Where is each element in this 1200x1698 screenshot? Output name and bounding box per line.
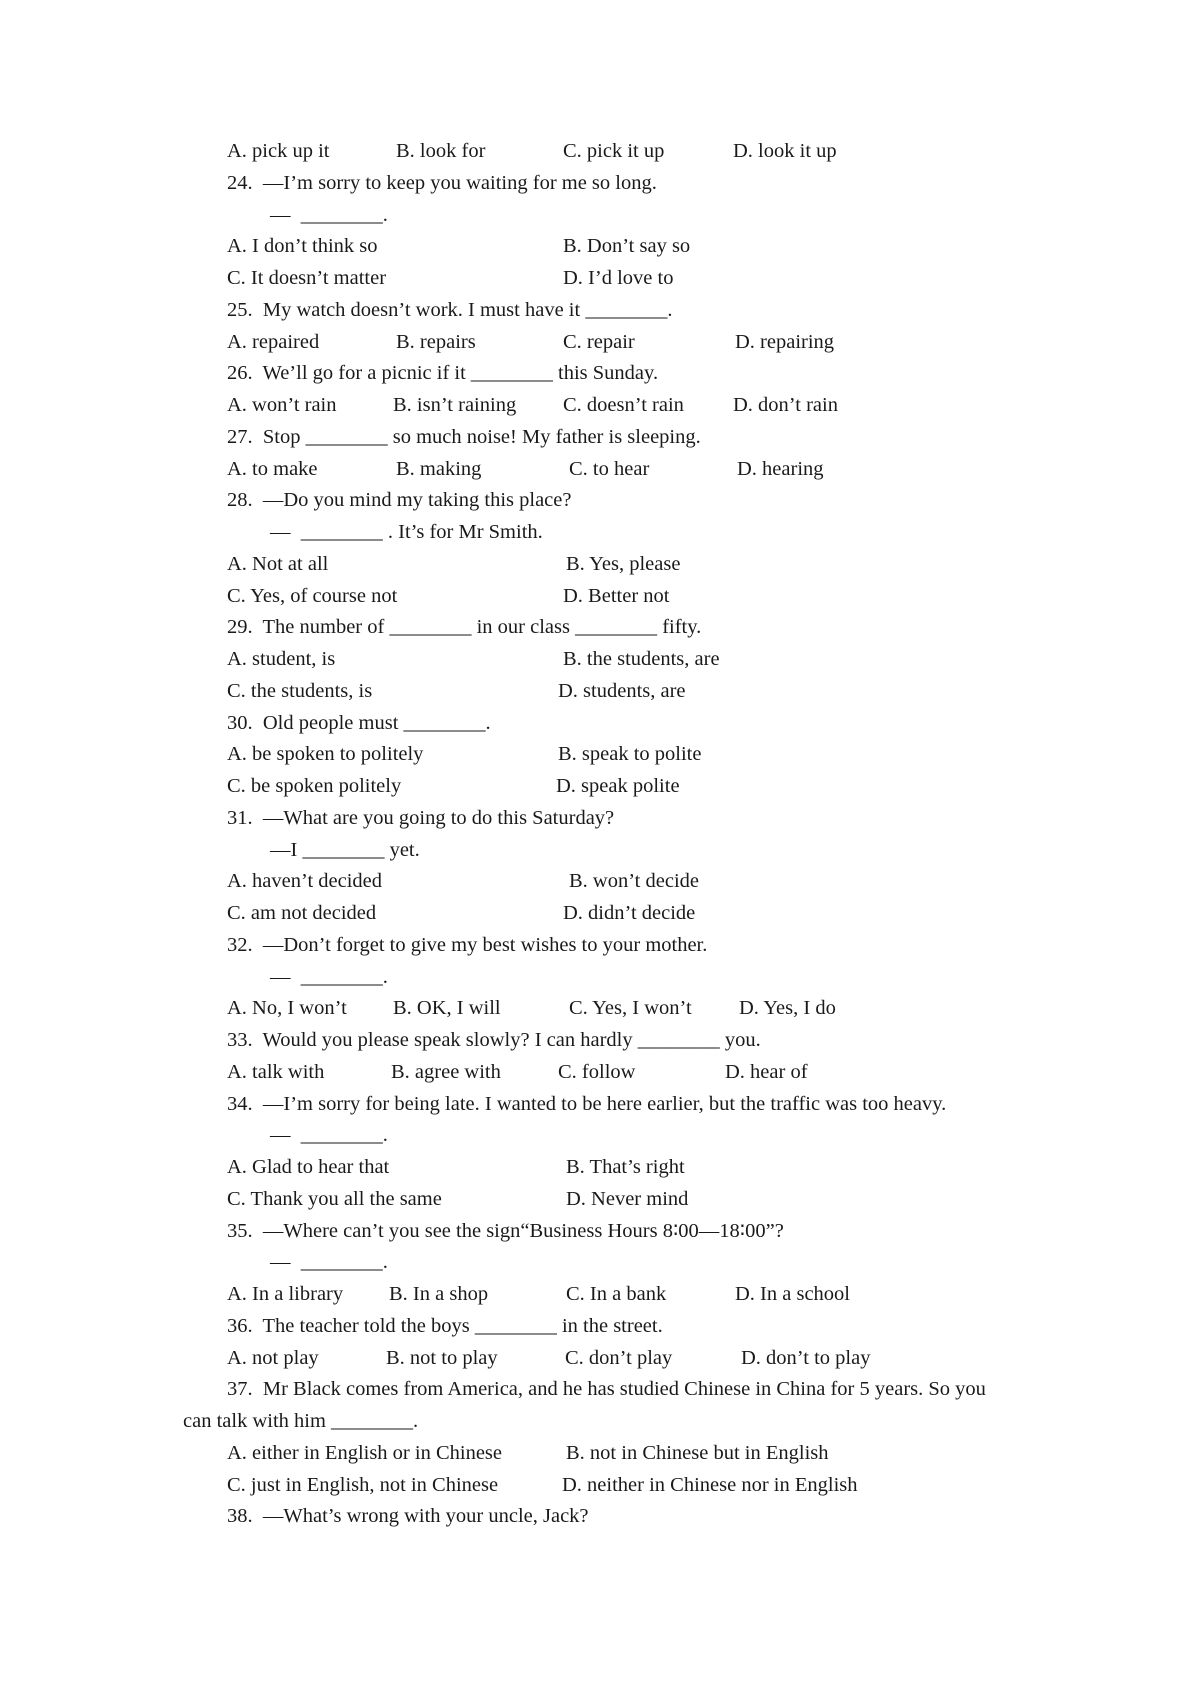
- option-text: A. haven’t decided: [227, 870, 383, 893]
- option-text: C. Thank you all the same: [227, 1187, 442, 1210]
- question-line: [0, 803, 1200, 833]
- option-text: C. the students, is: [227, 679, 373, 702]
- question-line: [0, 1216, 1200, 1246]
- question-line: [0, 485, 1200, 515]
- option-text: D. speak polite: [556, 775, 680, 797]
- option-text: A. won’t rain: [227, 394, 337, 416]
- option-text: D. didn’t decide: [563, 902, 696, 924]
- line-text: can talk with him ________.: [183, 1410, 419, 1432]
- line-text: 31. —What are you going to do this Saturday?: [227, 806, 615, 829]
- option-row: [0, 390, 1200, 420]
- option-text: A. I don’t think so: [227, 235, 378, 258]
- option-text: B. look for: [396, 140, 486, 162]
- answer-line: [0, 835, 1200, 865]
- option-row: [0, 1152, 1200, 1182]
- line-text: —I ________ yet.: [270, 838, 420, 861]
- line-text: 30. Old people must ________.: [227, 711, 491, 734]
- line-text: 24. —I’m sorry to keep you waiting for me so long.: [227, 171, 657, 194]
- option-text: D. repairing: [735, 330, 835, 353]
- option-text: B. Don’t say so: [563, 235, 691, 258]
- continuation-line: [0, 1406, 1200, 1436]
- question-line: [0, 295, 1200, 325]
- option-text: A. Not at all: [227, 552, 329, 575]
- question-line: [0, 1025, 1200, 1055]
- option-row: [0, 1343, 1200, 1373]
- option-text: A. Glad to hear that: [227, 1156, 390, 1178]
- option-text: B. isn’t raining: [393, 394, 517, 416]
- option-row: [0, 771, 1200, 801]
- option-text: C. In a bank: [566, 1283, 667, 1305]
- question-line: [0, 1501, 1200, 1531]
- line-text: — ________.: [270, 965, 388, 988]
- option-text: C. Yes, of course not: [227, 584, 398, 607]
- option-text: B. Yes, please: [566, 552, 681, 575]
- line-text: 28. —Do you mind my taking this place?: [227, 489, 572, 512]
- option-text: A. either in English or in Chinese: [227, 1441, 502, 1464]
- line-text: — ________.: [270, 1251, 388, 1274]
- option-text: B. not in Chinese but in English: [566, 1441, 829, 1464]
- option-text: D. don’t to play: [741, 1346, 871, 1369]
- option-row: [0, 676, 1200, 706]
- option-text: C. Yes, I won’t: [569, 997, 692, 1020]
- option-text: C. doesn’t rain: [563, 394, 684, 416]
- option-text: B. not to play: [386, 1346, 498, 1369]
- line-text: 33. Would you please speak slowly? I can hardly ________ you.: [227, 1029, 761, 1051]
- question-line: [0, 1311, 1200, 1341]
- question-line: [0, 422, 1200, 452]
- option-text: A. In a library: [227, 1283, 344, 1305]
- option-text: A. student, is: [227, 648, 336, 670]
- option-text: A. be spoken to politely: [227, 743, 424, 766]
- option-text: D. don’t rain: [733, 394, 838, 416]
- option-text: C. pick it up: [563, 140, 665, 162]
- option-text: D. Never mind: [566, 1187, 689, 1210]
- option-text: C. It doesn’t matter: [227, 267, 387, 289]
- option-row: [0, 739, 1200, 769]
- line-text: 37. Mr Black comes from America, and he has studied Chinese in China for 5 years. So you: [227, 1378, 986, 1401]
- option-row: [0, 454, 1200, 484]
- option-text: A. not play: [227, 1346, 319, 1369]
- question-line: [0, 1089, 1200, 1119]
- option-text: C. just in English, not in Chinese: [227, 1473, 499, 1496]
- answer-line: [0, 962, 1200, 992]
- option-text: B. the students, are: [563, 648, 720, 670]
- question-line: [0, 708, 1200, 738]
- line-text: 26. We’ll go for a picnic if it ________ this Sunday.: [227, 362, 659, 385]
- line-text: 34. —I’m sorry for being late. I wanted to be here earlier, but the traffic was too heavy.: [227, 1092, 947, 1115]
- answer-line: [0, 517, 1200, 547]
- option-row: [0, 1279, 1200, 1309]
- option-text: A. repaired: [227, 330, 320, 353]
- option-row: [0, 1470, 1200, 1500]
- option-text: D. hearing: [737, 457, 824, 480]
- question-line: [0, 358, 1200, 388]
- answer-line: [0, 1247, 1200, 1277]
- option-row: [0, 1057, 1200, 1087]
- question-line: [0, 1374, 1200, 1404]
- option-text: D. Yes, I do: [739, 997, 836, 1020]
- option-text: D. neither in Chinese nor in English: [562, 1473, 858, 1496]
- option-text: C. to hear: [569, 457, 650, 480]
- option-text: A. to make: [227, 457, 318, 480]
- option-row: [0, 866, 1200, 896]
- answer-line: [0, 200, 1200, 230]
- option-text: D. In a school: [735, 1283, 851, 1305]
- option-row: [0, 644, 1200, 674]
- option-text: C. don’t play: [565, 1346, 673, 1369]
- option-row: [0, 263, 1200, 293]
- option-text: A. pick up it: [227, 140, 330, 162]
- line-text: — ________.: [270, 1124, 388, 1147]
- question-line: [0, 612, 1200, 642]
- option-text: B. making: [396, 457, 482, 480]
- question-line: [0, 168, 1200, 198]
- line-text: 38. —What’s wrong with your uncle, Jack?: [227, 1505, 589, 1528]
- option-text: D. Better not: [563, 584, 670, 607]
- line-text: — ________ . It’s for Mr Smith.: [270, 521, 543, 543]
- option-text: C. be spoken politely: [227, 775, 402, 797]
- option-row: [0, 898, 1200, 928]
- option-text: C. am not decided: [227, 902, 377, 924]
- option-text: B. won’t decide: [569, 870, 699, 893]
- option-row: [0, 581, 1200, 611]
- option-text: B. That’s right: [566, 1156, 685, 1178]
- option-text: A. No, I won’t: [227, 997, 347, 1020]
- option-text: B. In a shop: [389, 1283, 489, 1305]
- line-text: 25. My watch doesn’t work. I must have it ________.: [227, 298, 673, 321]
- option-row: [0, 327, 1200, 357]
- option-text: B. speak to polite: [558, 743, 702, 766]
- option-text: B. agree with: [391, 1060, 501, 1083]
- option-text: B. OK, I will: [393, 997, 501, 1020]
- option-text: B. repairs: [396, 330, 476, 353]
- option-text: D. I’d love to: [563, 267, 674, 289]
- line-text: 27. Stop ________ so much noise! My father is sleeping.: [227, 425, 701, 448]
- option-row: [0, 549, 1200, 579]
- line-text: 36. The teacher told the boys ________ in the street.: [227, 1314, 663, 1337]
- option-text: C. follow: [558, 1060, 636, 1083]
- option-row: [0, 231, 1200, 261]
- option-row: [0, 993, 1200, 1023]
- option-text: D. hear of: [725, 1060, 808, 1083]
- line-text: 32. —Don’t forget to give my best wishes to your mother.: [227, 933, 708, 956]
- option-row: [0, 1438, 1200, 1468]
- line-text: 35. —Where can’t you see the sign“Business Hours 8∶00—18∶00”?: [227, 1219, 784, 1242]
- option-text: D. look it up: [733, 140, 837, 162]
- line-text: — ________.: [270, 203, 388, 226]
- answer-line: [0, 1120, 1200, 1150]
- line-text: 29. The number of ________ in our class ________ fifty.: [227, 616, 702, 639]
- option-text: C. repair: [563, 330, 635, 353]
- question-line: [0, 930, 1200, 960]
- option-row: [0, 136, 1200, 166]
- option-text: D. students, are: [558, 679, 686, 702]
- option-text: A. talk with: [227, 1060, 325, 1083]
- option-row: [0, 1184, 1200, 1214]
